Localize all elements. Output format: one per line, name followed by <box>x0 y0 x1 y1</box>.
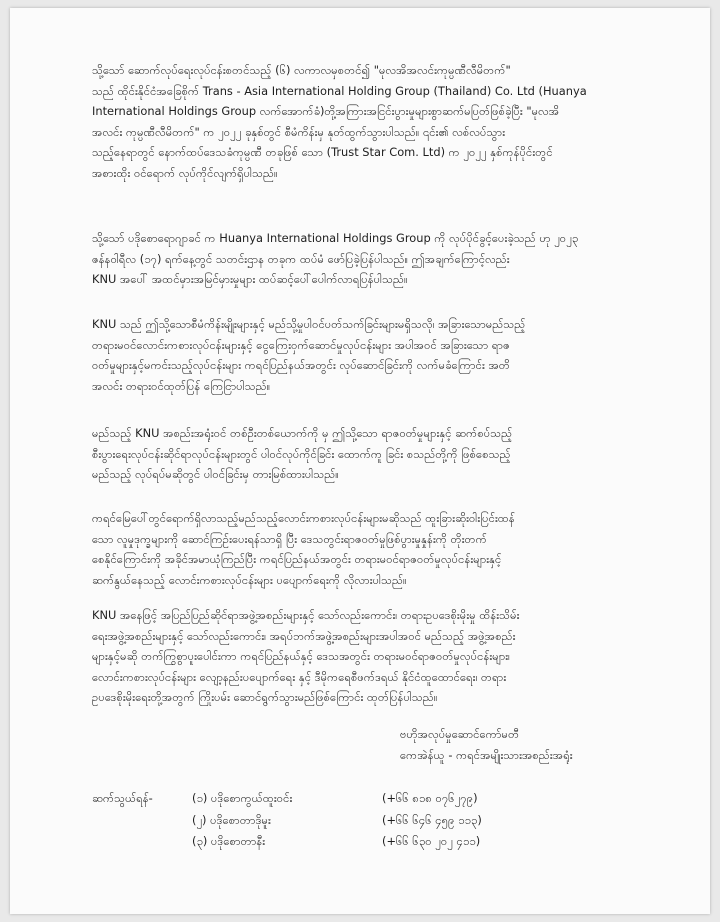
paragraph-2: သို့သော် ပဒိုစောရောဂျာခင် က Huanya International Holdings Group ကို လုပ်ပိုင်ခွင့်ပေးခဲ့သည် ဟု ၂၀၂၃ ဇန်နဝါရီလ (၁၇) ရက်နေ့တွင် သတင်းဌာန တခုက ထပ်မံ ဖော်ပြခဲ့ပြန်ပါသည်။ ဤအချက်ကြောင့်လည်း KNU အပေါ် အထင်မှားအမြင်မှားမှုများ ထပ်ဆင့်ပေါ်ပေါက်လာရပြန်ပါသည်။ <box>92 231 579 287</box>
paragraph-5: ကရင်မြေပေါ်တွင်ရောက်ရှိလာသည့်မည်သည့်လောင်းကစားလုပ်ငန်းများမဆိုသည် ထူးခြားဆိုးဝါးပြင်းထန် သော လူမှုဒုက္ခများကို ဆောင်ကြဉ်းပေးရန်သာရှိ ပြီး ဒေသတွင်းရာဇဝတ်မှုဖြစ်ပွားမှုနှုန်းကို တိုးတက် စေနိုင်ကြောင်းကို အခိုင်အမာယုံကြည်ပြီး ကရင်ပြည်နယ်အတွင်း တရားမဝင်ရာဇဝတ်မှုလုပ်ငန်းများနှင့် ဆက်နွယ်နေသည့် လောင်းကစားလုပ်ငန်းများ ပပျောက်ရေးကို လိုလားပါသည်။ <box>92 511 515 587</box>
paragraph-1: သို့သော် ဆောက်လုပ်ရေးလုပ်ငန်းစတင်သည့် (၆) လကာလမှစတင်၍ "မုလအိအလင်းကုမ္ပဏီလီမိတက်" သည် ထိုင်းနိုင်ငံအခြေစိုက် Trans - Asia International Holding Group (Thailand) Co. Ltd (Huanya International Holdings Group လက်အောက်ခံ)တို့အကြားအငြင်းပွားမှုများစွာဆက်မပြတ်ဖြစ်ခဲ့ပြီး "မုလအိ အလင်း ကုမ္ပဏီလီမိတက်" က ၂၀၂၂ ခုနှစ်တွင် စီမံကိန်းမှ နုတ်ထွက်သွားပါသည်။ ၎င်း၏ လစ်လပ်သွား သည့်နေရာတွင် နောက်ထပ်ဒေသခံကုမ္ပဏီ တခုဖြစ် သော (Trust Star Com. Ltd) က ၂၀၂၂ နှစ်ကုန်ပိုင်းတွင် အစားထိုး ဝင်ရောက် လုပ်ကိုင်လျက်ရှိပါသည်။ <box>92 63 587 180</box>
contact-name: (၃) ပဒိုစောတာနီး <box>192 834 266 848</box>
contact-list <box>92 788 652 853</box>
contact-label: ဆက်သွယ်ရန်- <box>92 791 153 805</box>
document-page <box>10 8 710 914</box>
contact-name: (၂) ပဒိုစောတာဒိုမူး <box>192 812 271 827</box>
paragraph-4: မည်သည့် KNU အစည်းအရုံးဝင် တစ်ဦးတစ်ယောက်ကို မှ ဤသို့သော ရာဇဝတ်မှုများနှင့် ဆက်စပ်သည့် စီးပွားရေးလုပ်ငန်းဆိုင်ရာလုပ်ငန်းများတွင် ပါဝင်လုပ်ကိုင်ခြင်း ထောက်ကူ ခြင်း စသည်တို့ကို ဖြစ်စေသည့် မည်သည့် လုပ်ရပ်မဆိုတွင် ပါဝင်ခြင်းမှ တားမြစ်ထားပါသည်။ <box>92 426 513 482</box>
contact-phone: (+၆၆ ၆၄၆ ၄၅၉ ၁၁၃) <box>382 812 482 827</box>
signature-block <box>400 724 690 766</box>
paragraph-6: KNU အနေဖြင့် အပြည်ပြည်ဆိုင်ရာအဖွဲ့အစည်းများနှင့် သော်လည်းကောင်း၊ တရားဥပဒေစိုးမိုးမှု ထိန်းသိမ်း ရေးအဖွဲ့အစည်းများနှင့် သော်လည်းကောင်း၊ အရပ်ဘက်အဖွဲ့အစည်းများအပါအဝင် မည်သည့် အဖွဲ့အစည်း များနှင့်မဆို တက်ကြွစွာပူးပေါင်းကာ ကရင်ပြည်နယ်နှင့် ဒေသအတွင်း တရားမဝင်ရာဇဝတ်မှုလုပ်ငန်းများ၊ လောင်းကစားလုပ်ငန်းများ လျော့နည်းပပျောက်ရေး နှင့် ဒီမိုကရေစီဖက်ဒရယ် နိုင်ငံထူထောင်ရေး၊ တရား ဥပဒေစိုးမိုးရေးတို့အတွက် ကြိုးပမ်း ဆောင်ရွက်သွားမည်ဖြစ်ကြောင်း ထုတ်ပြန်ပါသည်။ <box>92 608 520 705</box>
contact-row <box>92 810 652 832</box>
contact-row <box>92 788 652 810</box>
contact-row <box>92 831 652 853</box>
signature-committee: ဗဟိုအလုပ်မှုဆောင်ကော်မတီ <box>400 727 520 741</box>
paragraph-3: KNU သည် ဤသို့သောစီမံကိန်းမျိုးများနှင့် မည်သို့မှုပါဝင်ပတ်သက်ခြင်းများမရှိသလို၊ အခြားသောမည်သည့် တရားမဝင်လောင်းကစားလုပ်ငန်းများနှင့် ငွေကြေးဝှက်ဆောင်မှုလုပ်ငန်းများ အပါအဝင် အခြားသော ရာဇ ဝတ်မှုများနှင့်မကင်းသည့်လုပ်ငန်းများ ကရင်ပြည်နယ်အတွင်း လုပ်ဆောင်ခြင်းကို လက်မခံကြောင်း အတိ အလင်း တရားဝင်ထုတ်ပြန် ကြေငြာပါသည်။ <box>92 317 526 393</box>
contact-phone: (+၆၆ ၆၃၀ ၂၀၂ ၄၁၁) <box>382 834 481 848</box>
contact-phone: (+၆၆ ၈၁၈ ၀၇၆၂၇၉) <box>382 791 478 805</box>
signature-organization: ကေအဲန်ယူ - ကရင်အမျိုးသားအစည်းအရုံး <box>400 748 573 762</box>
contact-name: (၁) ပဒိုစောကွယ်ထူးဝင်း <box>192 791 293 805</box>
